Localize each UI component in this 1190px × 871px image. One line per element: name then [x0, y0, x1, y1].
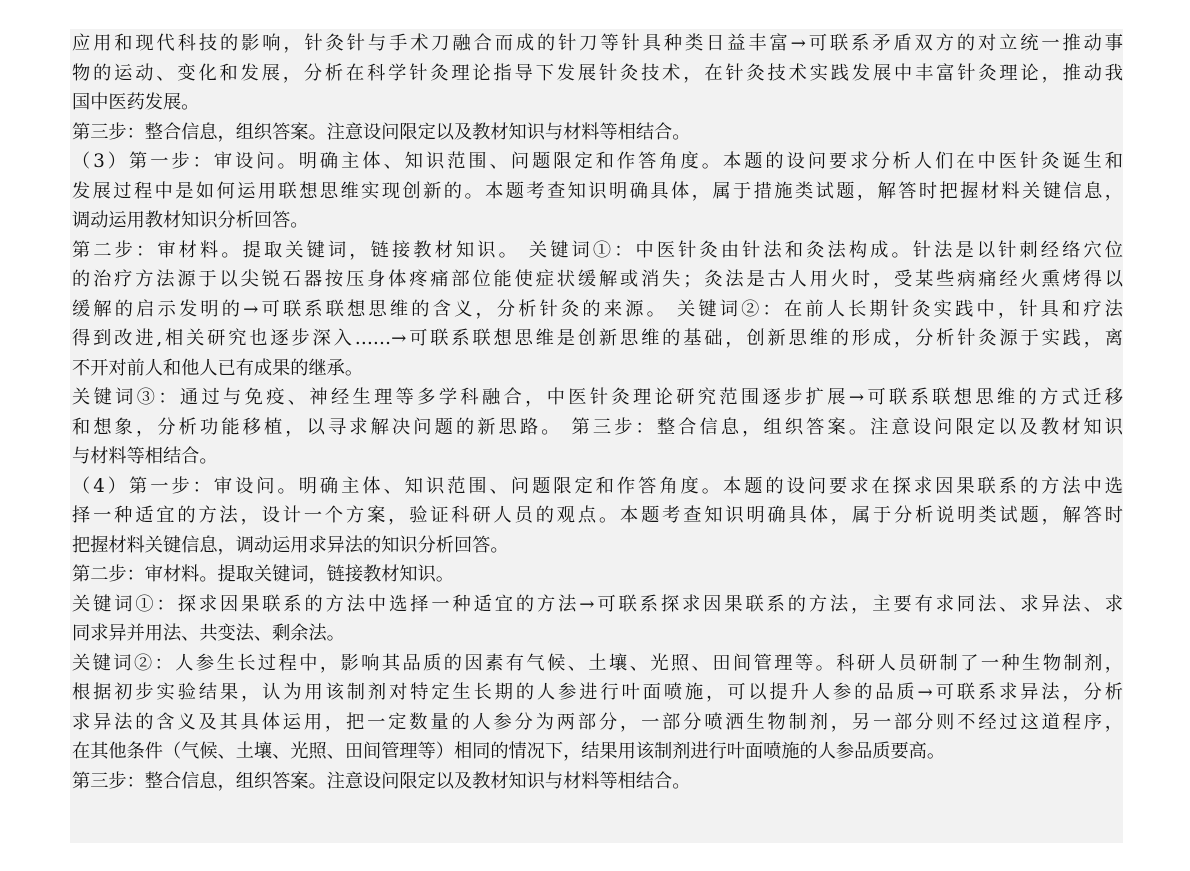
text-line: 关键词②：人参生长过程中，影响其品质的因素有气候、土壤、光照、田间管理等。科研人员研制了一种生物制剂，: [72, 652, 1123, 674]
text-line: 不开对前人和他人已有成果的继承。: [72, 357, 364, 379]
text-line: 缓解的启示发明的→可联系联想思维的含义，分析针灸的来源。 关键词②：在前人长期针灸实践中，针具和疗法: [72, 298, 1123, 320]
text-line: 关键词③：通过与免疫、神经生理等多学科融合，中医针灸理论研究范围逐步扩展→可联系联想思维的方式迁移: [72, 387, 1123, 408]
text-line: 在其他条件（气候、土壤、光照、田间管理等）相同的情况下，结果用该制剂进行叶面喷施的人参品质要高。: [72, 741, 946, 762]
text-line: 第二步：审材料。提取关键词，链接教材知识。 关键词①：中医针灸由针法和灸法构成。针法是以针刺经络穴位: [72, 239, 1123, 261]
text-line: （4）第一步：审设问。明确主体、知识范围、问题限定和作答角度。本题的设问要求在探求因果联系的方法中选: [72, 475, 1123, 497]
text-line: 应用和现代科技的影响，针灸针与手术刀融合而成的针刀等针具种类日益丰富→可联系矛盾双方的对立统一推动事: [72, 33, 1123, 54]
text-line: 同求异并用法、共变法、剩余法。: [72, 623, 345, 644]
text-line: 求异法的含义及其具体运用，把一定数量的人参分为两部分，一部分喷洒生物制剂，另一部分则不经过这道程序，: [72, 711, 1123, 733]
text-line: 的治疗方法源于以尖锐石器按压身体疼痛部位能使症状缓解或消失；灸法是古人用火时，受某些病痛经火熏烤得以: [72, 269, 1123, 290]
text-line: 根据初步实验结果，认为用该制剂对特定生长期的人参进行叶面喷施，可以提升人参的品质→可联系求异法，分析: [72, 682, 1123, 703]
text-line: 国中医药发展。: [72, 92, 200, 113]
text-line: 物的运动、变化和发展，分析在科学针灸理论指导下发展针灸技术，在针灸技术实践发展中丰富针灸理论，推动我: [72, 62, 1123, 84]
text-line: 第二步：审材料。提取关键词，链接教材知识。: [72, 564, 454, 585]
text-line: 得到改进,相关研究也逐步深入……→可联系联想思维是创新思维的基础，创新思维的形成，分析针灸源于实践，离: [72, 328, 1123, 349]
document-body: [70, 29, 1123, 843]
text-line: 把握材料关键信息，调动运用求异法的知识分析回答。: [72, 534, 509, 556]
text-line: 择一种适宜的方法，设计一个方案，验证科研人员的观点。本题考查知识明确具体，属于分析说明类试题，解答时: [72, 505, 1123, 526]
text-line: 关键词①：探求因果联系的方法中选择一种适宜的方法→可联系探求因果联系的方法，主要有求同法、求异法、求: [72, 593, 1123, 615]
text-line: 与材料等相结合。: [72, 446, 218, 467]
text-line: 和想象，分析功能移植，以寻求解决问题的新思路。 第三步：整合信息，组织答案。注意设问限定以及教材知识: [72, 416, 1123, 438]
text-line: 调动运用教材知识分析回答。: [72, 210, 309, 231]
text-line: 第三步：整合信息，组织答案。注意设问限定以及教材知识与材料等相结合。: [72, 770, 691, 792]
text-line: 第三步：整合信息，组织答案。注意设问限定以及教材知识与材料等相结合。: [72, 121, 691, 143]
text-line: 发展过程中是如何运用联想思维实现创新的。本题考查知识明确具体，属于措施类试题，解答时把握材料关键信息，: [72, 180, 1123, 202]
text-line: （3）第一步：审设问。明确主体、知识范围、问题限定和作答角度。本题的设问要求分析人们在中医针灸诞生和: [72, 151, 1123, 172]
